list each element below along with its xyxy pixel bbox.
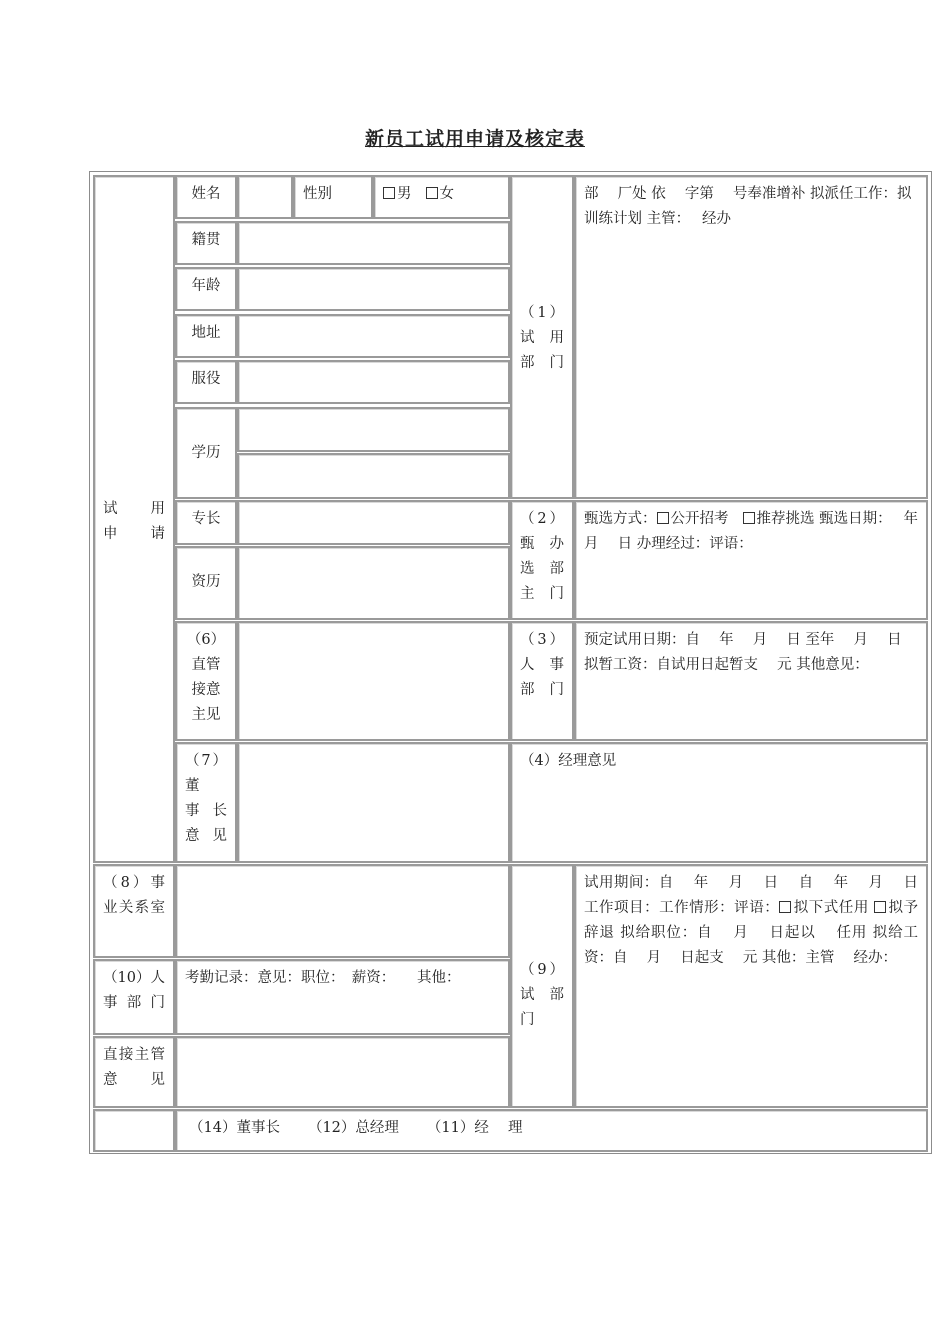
- experience-field[interactable]: [237, 546, 510, 620]
- screening-dept-label: （2）甄办 选部 主门: [510, 500, 574, 620]
- screening-details: 甄选日期： 年 月 日 办理经过：评语：: [584, 511, 938, 552]
- signature-row-blank: [93, 1109, 175, 1152]
- open-recruit-label: 公开招考: [670, 511, 729, 527]
- recommend-checkbox[interactable]: [743, 512, 755, 524]
- male-label: 男: [397, 186, 412, 202]
- chairman-opinion-field[interactable]: [237, 742, 510, 863]
- open-recruit-checkbox[interactable]: [657, 512, 669, 524]
- screening-dept-content: [574, 500, 938, 620]
- direct-supervisor-field[interactable]: [175, 1036, 510, 1108]
- direct-supervisor-opinion-field[interactable]: [237, 621, 510, 741]
- gender-label: 性别: [293, 175, 373, 219]
- form-table: [89, 171, 938, 1154]
- formal-hire-checkbox[interactable]: [779, 901, 791, 913]
- signature-row: [175, 1109, 928, 1152]
- specialty-field[interactable]: [237, 500, 510, 545]
- name-field[interactable]: [237, 175, 293, 219]
- relations-office-field[interactable]: [175, 864, 510, 958]
- trial-dept-9-label: （9）试 部门: [510, 864, 574, 1108]
- dismiss-checkbox[interactable]: [874, 901, 886, 913]
- native-place-field[interactable]: [237, 221, 510, 265]
- address-field[interactable]: [237, 314, 510, 358]
- native-place-label: 籍贯: [175, 221, 237, 265]
- dismiss-label: 拟予辞退: [584, 900, 919, 941]
- apply-section-label: 试 用申请: [93, 175, 175, 863]
- female-checkbox[interactable]: [426, 187, 438, 199]
- military-service-field[interactable]: [237, 360, 510, 404]
- education-field-1[interactable]: [237, 407, 510, 452]
- male-checkbox[interactable]: [383, 187, 395, 199]
- age-field[interactable]: [237, 267, 510, 311]
- military-service-label: 服役: [175, 360, 237, 404]
- experience-label: 资历: [175, 546, 237, 620]
- trial-dept-9-content: [574, 864, 928, 1108]
- general-manager-signature-label: （12）总经理: [307, 1120, 399, 1136]
- trial-dept-content: 部 厂处 依 字第 号奉准增补 拟派任工作：拟训练计划 主管： 经办: [574, 175, 928, 499]
- chairman-signature-label: （14）董事长: [189, 1120, 280, 1136]
- hr-dept-10-label: （10）人事部门: [93, 959, 175, 1035]
- hr-dept-10-content: 考勤记录：意见：职位： 薪资： 其他：: [175, 959, 510, 1035]
- chairman-opinion-label: （7）董 事长 意见: [175, 742, 237, 863]
- hr-dept-3-label: （3）人 事部门: [510, 621, 574, 741]
- formal-hire-label: 拟下式任用: [793, 900, 869, 916]
- manager-opinion: （4）经理意见: [510, 742, 928, 863]
- name-label: 姓名: [175, 175, 237, 219]
- education-field-2[interactable]: [237, 453, 510, 499]
- recommend-label: 推荐挑选: [756, 511, 815, 527]
- age-label: 年龄: [175, 267, 237, 311]
- address-label: 地址: [175, 314, 237, 358]
- position-salary-text: 拟给职位：自 月 日起以 任用 拟给工资：自 月 日起支 元 其他：主管 经办：: [584, 925, 919, 966]
- female-label: 女: [439, 186, 454, 202]
- manager-signature-label: （11）经 理: [426, 1120, 523, 1136]
- screening-method-label: 甄选方式：: [584, 511, 657, 527]
- hr-dept-3-content: 预定试用日期：自 年 月 日 至年 月 日 拟暂工资：自试用日起暂支 元 其他意见：: [574, 621, 928, 741]
- trial-period-text: 试用期间：自 年 月 日 自 年 月 日 工作项目：工作情形：评语：: [584, 875, 918, 916]
- relations-office-label: （8）事业关系室: [93, 864, 175, 958]
- trial-dept-label: （1）试 用部门: [510, 175, 574, 499]
- education-label: 学历: [175, 407, 237, 499]
- direct-supervisor-opinion-label: （6）直管接意主见: [175, 621, 237, 741]
- direct-supervisor-label: 直接主管意见: [93, 1036, 175, 1108]
- page-title: 新员工试用申请及核定表: [364, 128, 585, 150]
- specialty-label: 专长: [175, 500, 237, 545]
- gender-options: [373, 175, 510, 219]
